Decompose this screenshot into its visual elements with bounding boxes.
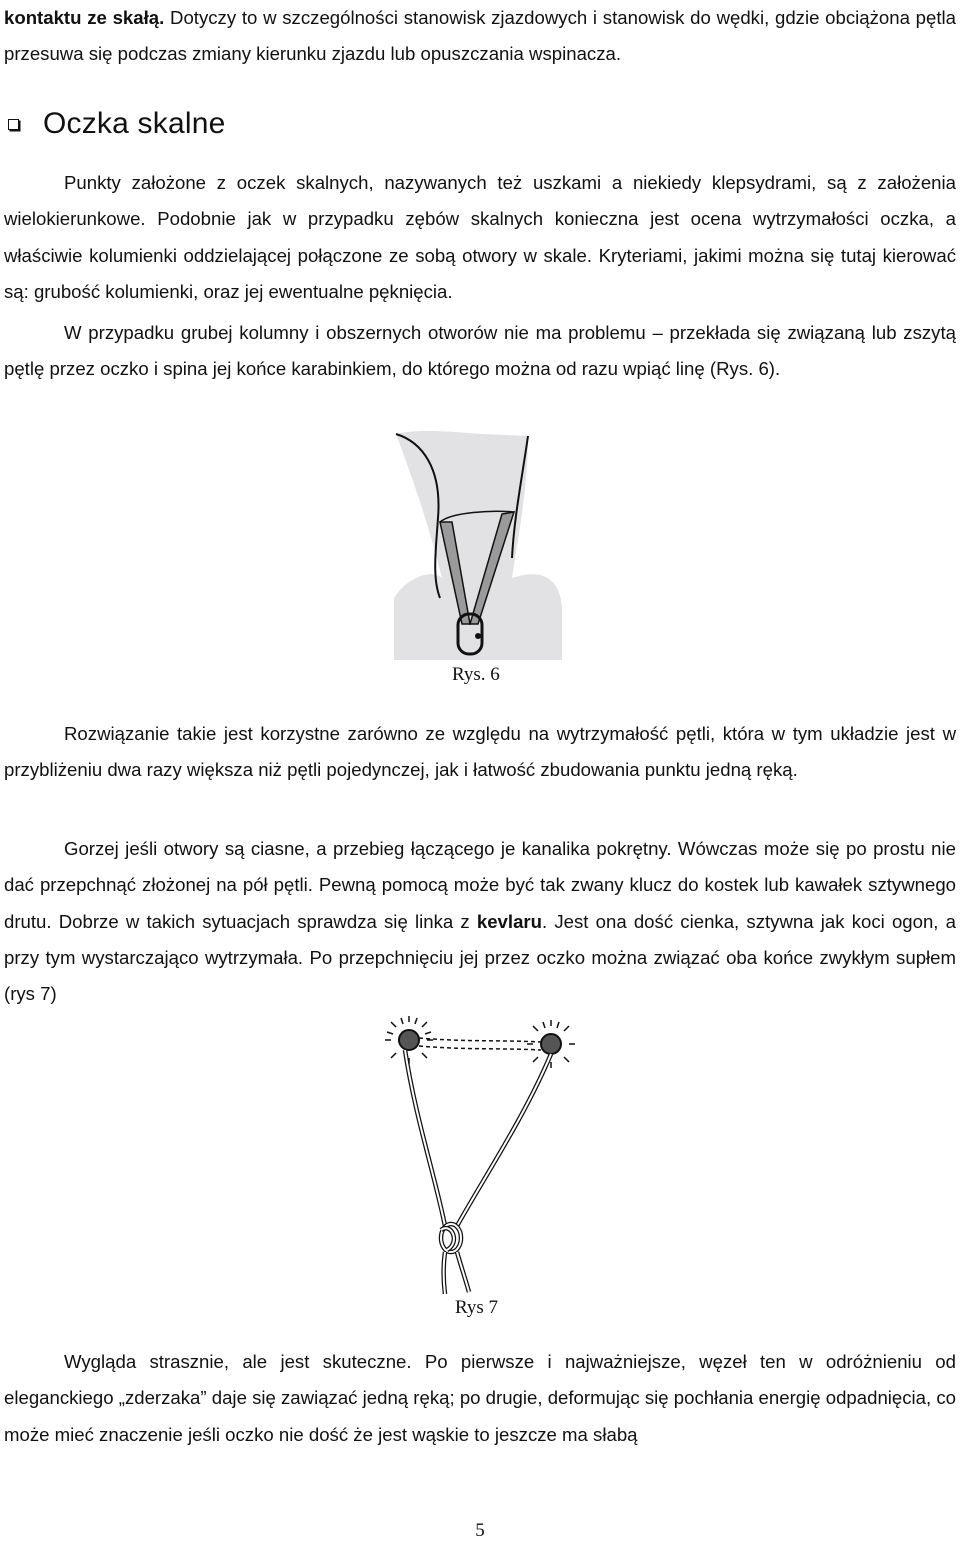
figure-rys-7 (385, 1016, 575, 1294)
figure-6-caption: Rys. 6 (452, 664, 500, 685)
paragraph-text: Gorzej jeśli otwory są ciasne, a przebieg łączącego je kanalika pokrętny. Wówczas może się po prostu nie dać przepchnąć złożonej na pół pętli. Pewną pomocą może być tak zwany klucz do kostek lub kawałek sztywnego drutu. Dobrze w takich sytuacjach sprawdza się linka z (4, 838, 956, 932)
paragraph-text: . Jest ona dość cienka, sztywna jak koci ogon, a przy tym wystarczająco wytrzymała. Po przepchnięciu jej przez oczko można związać oba końce zwykłym supłem (rys 7) (4, 910, 956, 1005)
carabiner-gate-icon (475, 633, 481, 639)
paragraph-oczka-definition: Punkty założone z oczek skalnych, nazywanych też uszkami a niekiedy klepsydrami, są z założenia wielokierunkowe. Podobnie jak w przypadku zębów skalnych konieczna jest ocena wytrzymałości oczka, a właściwie kolumienki oddzielającej połączone ze sobą otwory w skale. Kryteriami, jakimi można się tutaj kierować są: grubość kolumienki, oraz jej ewentualne pęknięcia. (4, 172, 956, 302)
rock-hole-right-icon (527, 1020, 575, 1068)
section-heading-text: Oczka skalne (43, 107, 226, 140)
overhand-knot-icon (441, 1224, 461, 1252)
hidden-cord-upper (419, 1038, 541, 1042)
hidden-cord-lower (419, 1046, 541, 1050)
paragraph-thick-column: W przypadku grubej kolumny i obszernych otworów nie ma problemu – przekłada się związaną lub zszytą pętlę przez oczko i spina jej końce karabinkiem, do którego można od razu wpiąć linę (Rys. 6). (4, 322, 956, 380)
paragraph-tight-holes (4, 831, 956, 1012)
bold-keyword: kevlaru (476, 910, 542, 932)
section-heading (4, 100, 225, 148)
paragraph-knot-advantages: Wygląda strasznie, ale jest skuteczne. Po pierwsze i najważniejsze, węzeł ten w odróżnieniu od eleganckiego „zderzaka” daje się zawiązać jedną ręką; po drugie, deformując się pochłania energię odpadnięcia, co może mieć znaczenie jeśli oczko nie dość że jest wąskie to jeszcze ma słabą (4, 1351, 956, 1445)
bold-phrase: kontaktu ze skałą. (4, 7, 165, 28)
rock-shape (394, 431, 562, 660)
figure-rys-6 (392, 428, 568, 664)
paragraph-text: Dotyczy to w szczególności stanowisk zjazdowych i stanowisk do wędki, gdzie obciążona pętla przesuwa się podczas zmiany kierunku zjazdu lub opuszczania wspinacza. (4, 7, 956, 65)
cord-tail-right (457, 1252, 469, 1292)
page-number: 5 (475, 1520, 485, 1541)
paragraph-advantages: Rozwiązanie takie jest korzystne zarówno ze względu na wytrzymałość pętli, która w tym układzie jest w przybliżeniu dwa razy większa niż pętli pojedynczej, jak i łatwość zbudowania punktu jedną ręką. (4, 723, 956, 781)
paragraph-intro (4, 0, 956, 73)
figure-7-caption: Rys 7 (455, 1297, 499, 1318)
rock-hole-left-icon (385, 1016, 433, 1064)
checkbox-bullet-icon (8, 119, 19, 130)
